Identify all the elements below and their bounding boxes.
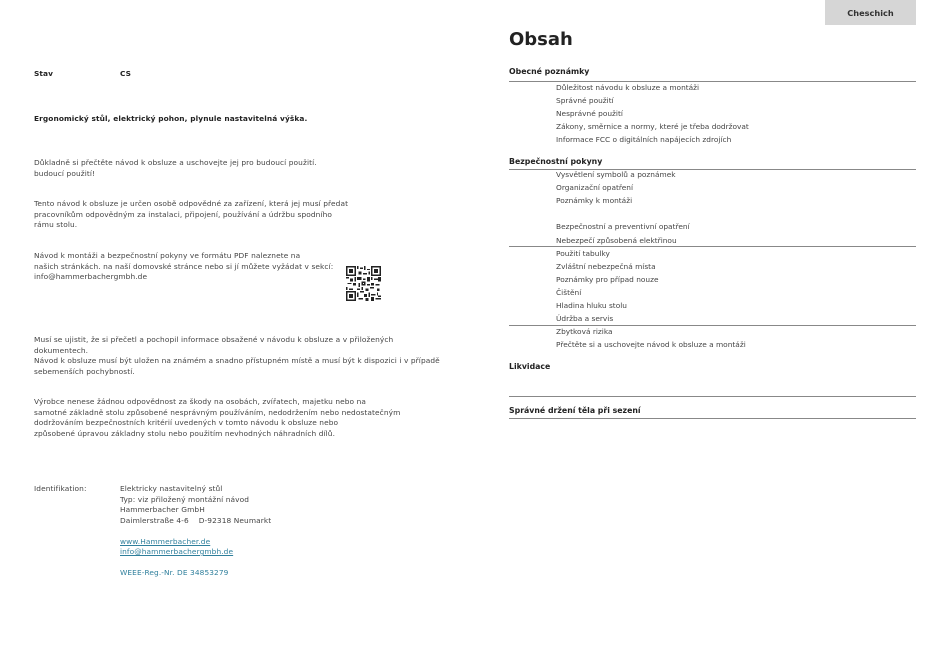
section-divider xyxy=(509,418,916,419)
text-line: budoucí použití! xyxy=(34,168,96,178)
text-line: dokumentech. xyxy=(34,345,89,355)
toc-item[interactable]: Nesprávné použití xyxy=(556,109,623,118)
text-line: Důkladně si přečtěte návod k obsluze a uschovejte jej pro budoucí použití. xyxy=(34,158,317,167)
toc-item[interactable]: Zvláštní nebezpečná místa xyxy=(556,262,656,271)
weee-registration: WEEE-Reg.-Nr. DE 34853279 xyxy=(120,568,229,577)
text-line: sebemenších pochybností. xyxy=(34,366,135,376)
toc-item[interactable]: Čištění xyxy=(556,288,582,297)
text-line: rámu stolu. xyxy=(34,220,78,229)
text-line: způsobené úpravou základny stolu nebo použitím nevhodných náhradních dílů. xyxy=(34,428,336,438)
liability-paragraph xyxy=(34,397,400,439)
address-city: D-92318 Neumarkt xyxy=(198,515,272,525)
text-line: samotné základně stolu způsobené nesprávným používáním, nedodržením nebo nedostatečným xyxy=(34,407,401,417)
ident-line: Hammerbacher GmbH xyxy=(120,505,205,514)
text-line: našich stránkách. na naší domovské stránce nebo si jí můžete vyžádat v sekcí: xyxy=(34,261,334,271)
text-line: Výrobce nenese žádnou odpovědnost za škody na osobách, zvířatech, majetku nebo na xyxy=(34,397,367,406)
text-line: pracovníkům odpovědným za instalaci, připojení, používání a údržbu spodního xyxy=(34,209,332,219)
toc-section-heading[interactable]: Likvidace xyxy=(509,362,551,371)
address-line xyxy=(120,516,271,527)
responsibility-paragraph xyxy=(34,335,440,377)
ident-line: Typ: viz přiložený montážní návod xyxy=(120,494,250,504)
text-line: Tento návod k obsluze je určen osobě odpovědné za zařízení, která jej musí předat xyxy=(34,199,349,208)
section-divider xyxy=(509,81,916,82)
toc-item[interactable]: Použití tabulky xyxy=(556,249,610,258)
toc-item[interactable]: Informace FCC o digitálních napájecích zdrojích xyxy=(556,135,732,144)
text-line: dodržováním bezpečnostních kritérií uvedených v tomto návodu k obsluze nebo xyxy=(34,418,339,427)
toc-item[interactable]: Nebezpečí způsobená elektřinou xyxy=(556,236,677,245)
toc-item[interactable]: Správné použití xyxy=(556,96,614,105)
toc-item[interactable]: Zákony, směrnice a normy, které je třeba dodržovat xyxy=(556,122,749,131)
status-label: Stav xyxy=(34,69,54,78)
toc-item[interactable]: Důležitost návodu k obsluze a montáži xyxy=(556,83,700,92)
identification-block xyxy=(120,484,271,579)
text-line: Návod k montáži a bezpečnostní pokyny ve formátu PDF naleznete na xyxy=(34,251,301,260)
website-link[interactable]: www.Hammerbacher.de xyxy=(120,536,211,546)
section-divider xyxy=(509,396,916,397)
toc-item[interactable]: Bezpečnostní a preventivní opatření xyxy=(556,222,690,231)
pdf-info-paragraph xyxy=(34,251,333,283)
email-link[interactable]: info@hammerbachergmbh.de xyxy=(120,547,234,556)
toc-item[interactable]: Vysvětlení symbolů a poznámek xyxy=(556,170,676,179)
text-line: Návod k obsluze musí být uložen na známém a snadno přístupném místě a musí být k dispozici i v případě xyxy=(34,356,440,365)
toc-section-heading[interactable]: Obecné poznámky xyxy=(509,67,590,76)
toc-item[interactable]: Přečtěte si a uschovejte návod k obsluze a montáži xyxy=(556,340,746,349)
section-divider xyxy=(509,246,916,247)
toc-item[interactable]: Údržba a servis xyxy=(556,314,614,323)
toc-section-heading[interactable]: Správné držení těla při sezení xyxy=(509,406,641,415)
language-tab[interactable]: Cheschich xyxy=(825,0,916,25)
address-street: Daimlerstraße 4-6 xyxy=(120,515,189,525)
status-value: CS xyxy=(120,69,132,78)
toc-item[interactable]: Zbytková rizika xyxy=(556,327,613,336)
identification-label: Identifikation: xyxy=(34,484,87,493)
toc-item[interactable]: Poznámky k montáži xyxy=(556,196,633,205)
ident-line: Elektricky nastavitelný stůl xyxy=(120,484,223,493)
text-line: info@hammerbachergmbh.de xyxy=(34,272,148,281)
qr-code-icon xyxy=(346,266,381,301)
toc-item[interactable]: Poznámky pro případ nouze xyxy=(556,275,659,284)
section-divider xyxy=(509,325,916,326)
reading-instructions xyxy=(34,158,317,179)
toc-item[interactable]: Organizační opatření xyxy=(556,183,634,192)
text-line: Musí se ujistit, že si přečetl a pochopil informace obsažené v návodu k obsluze a v přiložených xyxy=(34,335,394,344)
product-title: Ergonomický stůl, elektrický pohon, plynule nastavitelná výška. xyxy=(34,114,308,123)
target-audience-paragraph xyxy=(34,199,348,231)
toc-section-heading[interactable]: Bezpečnostní pokyny xyxy=(509,157,603,166)
toc-item[interactable]: Hladina hluku stolu xyxy=(556,301,627,310)
toc-title: Obsah xyxy=(509,29,573,50)
